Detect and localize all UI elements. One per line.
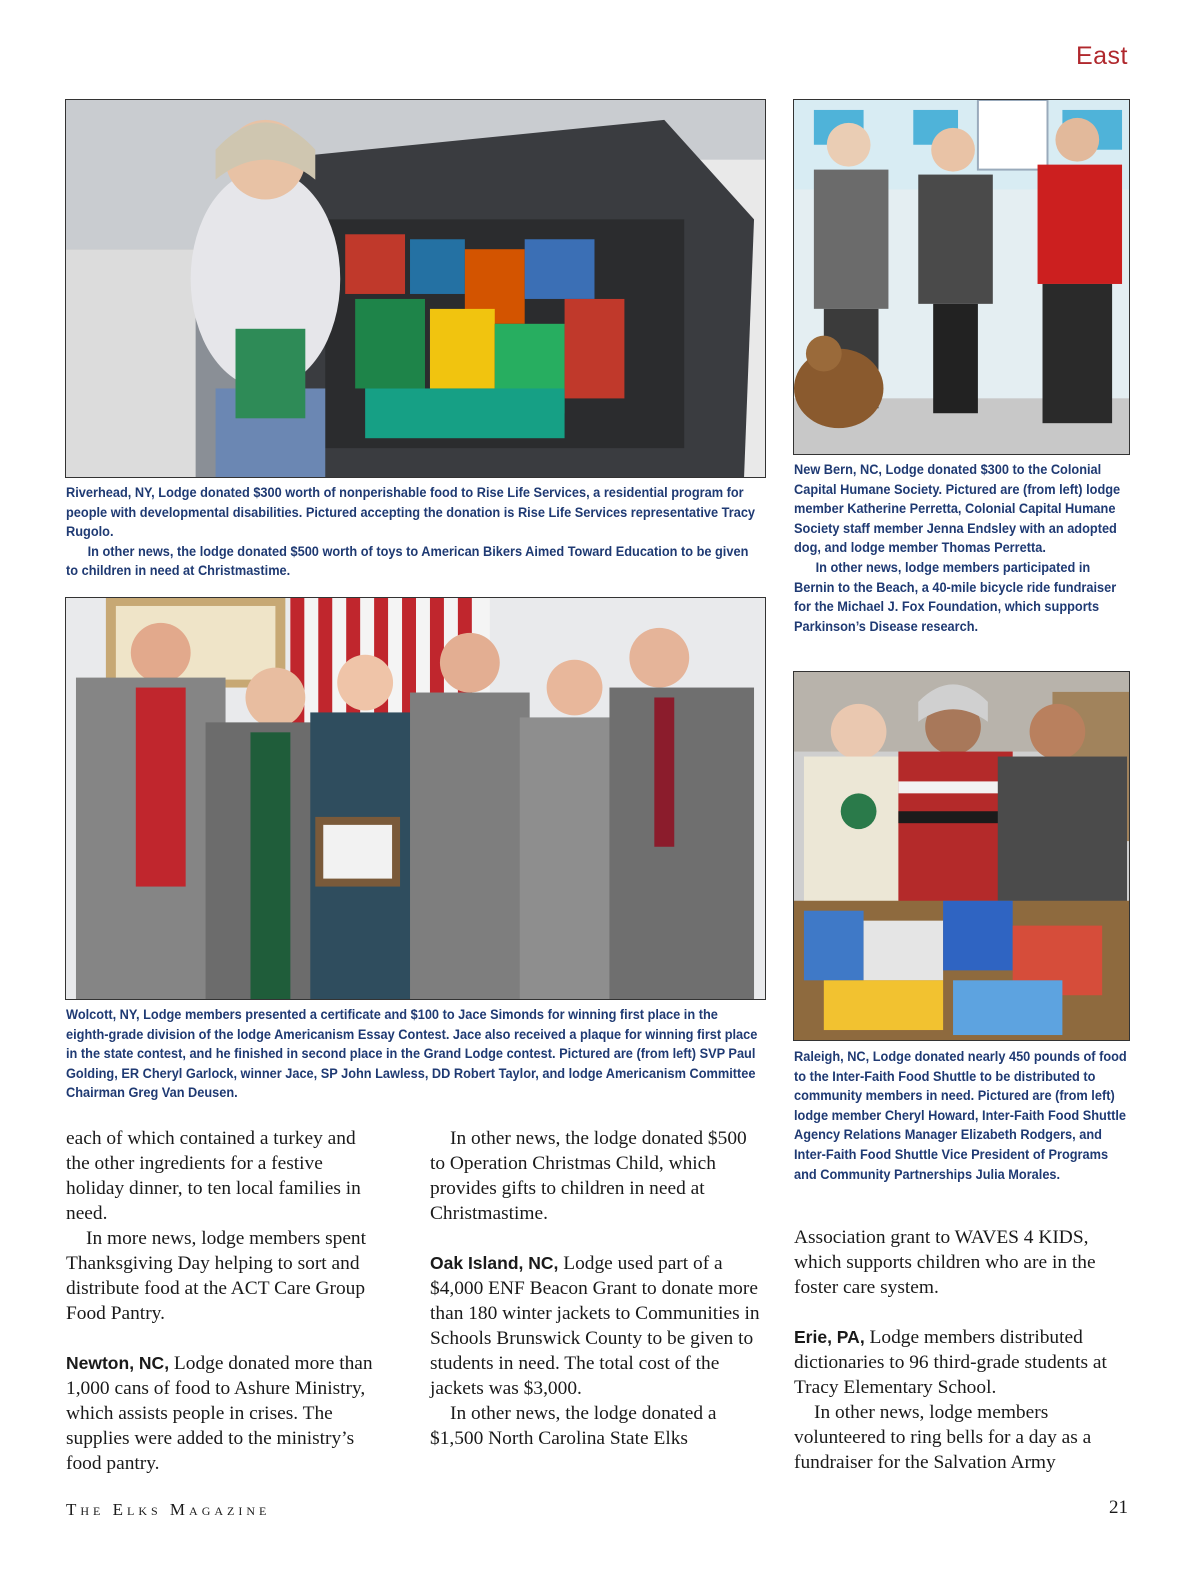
col3-paragraph-2-location: Erie, PA, xyxy=(794,1327,865,1347)
col3-paragraph-2: Lodge members distributed dictionaries to 96 third-grade students at Tracy Elementary School. xyxy=(794,1327,1107,1398)
raleigh-caption-location: Raleigh, NC, xyxy=(794,1049,870,1065)
body-column-2 xyxy=(430,1126,762,1451)
newbern-humane-society-photo xyxy=(793,99,1130,455)
riverhead-caption-text: Lodge donated $300 worth of nonperishable food to Rise Life Services, a residential program for people with developmental disabilities. Pictured accepting the donation is Rise Life Services representative Tracy Rugolo. xyxy=(66,485,756,541)
raleigh-caption-text: Lodge donated nearly 450 pounds of food to the Inter-Faith Food Shuttle to be distributed to community members in need. Pictured are (from left) lodge member Cheryl Howard, Inter-Faith Food Shuttle Agency Relations Manager Elizabeth Rodgers, and Inter-Faith Food Shuttle Vice President of Programs and Community Partnerships Julia Morales. xyxy=(794,1049,1127,1183)
publication-name: The Elks Magazine xyxy=(66,1500,271,1519)
col1-paragraph-2: In more news, lodge members spent Thanksgiving Day helping to sort and distribute food at the ACT Care Group Food Pantry. xyxy=(66,1228,367,1324)
riverhead-food-donation-photo xyxy=(65,99,766,478)
col1-paragraph-1: each of which contained a turkey and the other ingredients for a festive holiday dinner, to ten local families in need. xyxy=(66,1128,361,1224)
raleigh-food-shuttle-photo xyxy=(793,671,1130,1041)
raleigh-caption xyxy=(794,1048,1132,1185)
newbern-caption xyxy=(794,461,1129,637)
col1-paragraph-3-location: Newton, NC, xyxy=(66,1353,170,1373)
newbern-caption-text: Lodge donated $300 to the Colonial Capital Humane Society. Pictured are (from left) lodge member Katherine Perretta, Colonial Capital Humane Society staff member Jenna Endsley with an adopted dog, and lodge member Thomas Perretta. xyxy=(794,462,1121,557)
col3-paragraph-3: In other news, lodge members volunteered to ring bells for a day as a fundraiser for the Salvation Army xyxy=(794,1402,1092,1473)
col3-paragraph-1: Association grant to WAVES 4 KIDS, which supports children who are in the foster care system. xyxy=(794,1227,1096,1298)
wolcott-caption-location: Wolcott, NY, xyxy=(66,1007,140,1023)
newbern-caption-text2: In other news, lodge members participated in Bernin to the Beach, a 40-mile bicycle ride fundraiser for the Michael J. Fox Foundation, which supports Parkinson’s Disease research. xyxy=(794,559,1117,635)
riverhead-caption xyxy=(66,484,764,582)
page-number: 21 xyxy=(1109,1497,1128,1518)
riverhead-caption-text2: In other news, the lodge donated $500 worth of toys to American Bikers Aimed Toward Education to be given to children in need at Christmastime. xyxy=(66,543,749,580)
col2-paragraph-2-location: Oak Island, NC, xyxy=(430,1253,559,1273)
riverhead-caption-location: Riverhead, NY, xyxy=(66,485,155,501)
body-column-3 xyxy=(794,1225,1134,1475)
wolcott-caption xyxy=(66,1006,764,1104)
wolcott-essay-contest-photo xyxy=(65,597,766,1000)
newbern-caption-location: New Bern, NC, xyxy=(794,462,882,478)
col2-paragraph-3: In other news, the lodge donated a $1,500 North Carolina State Elks xyxy=(430,1403,717,1449)
col2-paragraph-2: Lodge used part of a $4,000 ENF Beacon Grant to donate more than 180 winter jackets to Communities in Schools Brunswick County to be given to students in need. The total cost of the jackets was $3,000. xyxy=(430,1253,760,1399)
wolcott-caption-text: Lodge members presented a certificate and $100 to Jace Simonds for winning first place in the eighth-grade division of the lodge Americanism Essay Contest. Jace also received a plaque for winning first place in the state contest, and he finished in second place in the Grand Lodge contest. Pictured are (from left) SVP Paul Golding, ER Cheryl Garlock, winner Jace, SP John Lawless, DD Robert Taylor, and lodge Americanism Committee Chairman Greg Van Deusen. xyxy=(66,1007,758,1102)
col2-paragraph-1: In other news, the lodge donated $500 to Operation Christmas Child, which provides gifts to children in need at Christmastime. xyxy=(430,1128,747,1224)
col1-paragraph-3: Lodge donated more than 1,000 cans of food to Ashure Ministry, which assists people in crises. The supplies were added to the ministry’s food pantry. xyxy=(66,1353,373,1474)
body-column-1 xyxy=(66,1126,384,1476)
section-label: East xyxy=(1075,42,1128,70)
